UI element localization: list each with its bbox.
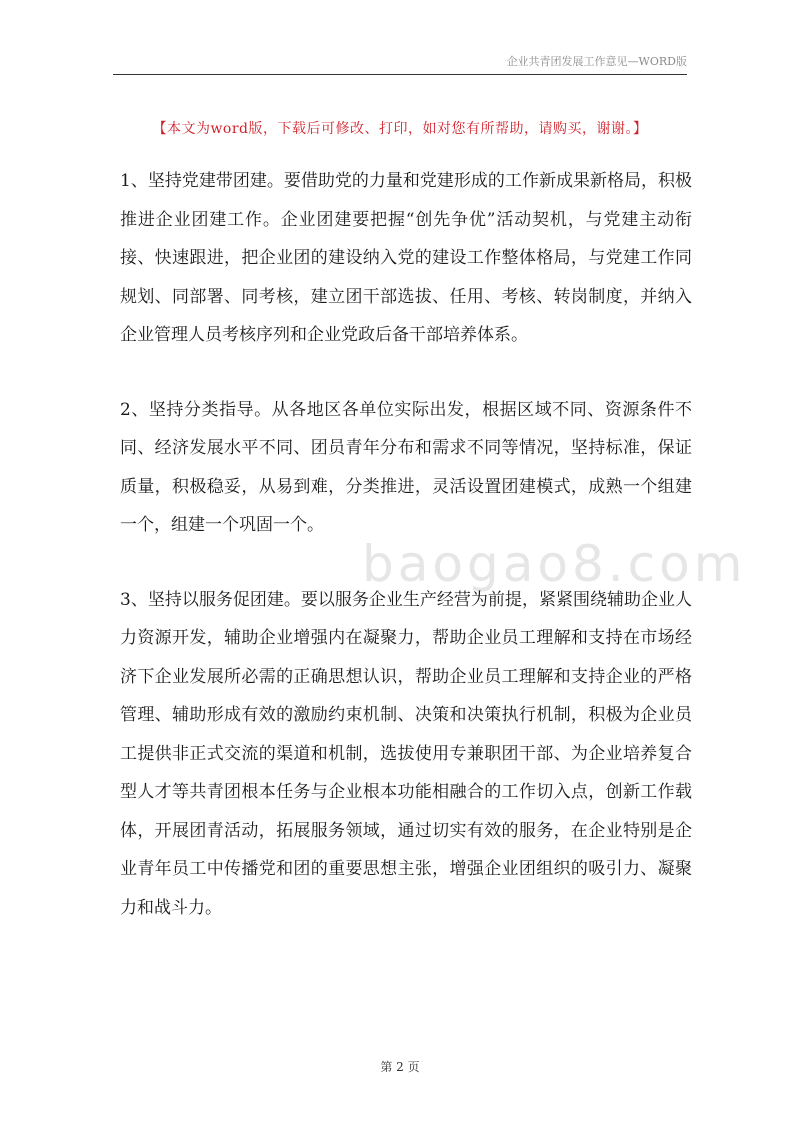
running-header <box>113 52 687 75</box>
document-body <box>120 162 692 963</box>
purchase-notice: 【本文为word版，下载后可修改、打印，如对您有所帮助，请购买，谢谢。】 <box>152 121 648 137</box>
paragraph-3: 3、坚持以服务促团建。要以服务企业生产经营为前提，紧紧围绕辅助企业人力资源开发，辅助企业增强内在凝聚力，帮助企业员工理解和支持在市场经济下企业发展所必需的正确思想认识，帮助企业员工理解和支持企业的严格管理、辅助形成有效的激励约束机制、决策和决策执行机制，积极为企业员工提供非正式交流的渠道和机制，选拔使用专兼职团干部、为企业培养复合型人才等共青团根本任务与企业根本功能相融合的工作切入点，创新工作载体，开展团青活动，拓展服务领域，通过切实有效的服务，在企业特别是企业青年员工中传播党和团的重要思想主张，增强企业团组织的吸引力、凝聚力和战斗力。 <box>120 589 692 918</box>
paragraph-1: 1、坚持党建带团建。要借助党的力量和党建形成的工作新成果新格局，积极推进企业团建工作。企业团建要把握“创先争优”活动契机，与党建主动衔接、快速跟进，把企业团的建设纳入党的建设工作整体格局，与党建工作同规划、同部署、同考核，建立团干部选拔、任用、考核、转岗制度，并纳入企业管理人员考核序列和企业党政后备干部培养体系。 <box>120 171 692 345</box>
running-title: 企业共青团发展工作意见—WORD版 <box>506 55 687 68</box>
paragraph-2: 2、坚持分类指导。从各地区各单位实际出发，根据区域不同、资源条件不同、经济发展水平不同、团员青年分布和需求不同等情况，坚持标准，保证质量，积极稳妥，从易到难，分类推进，灵活设置团建模式，成熟一个组建一个，组建一个巩固一个。 <box>120 399 692 535</box>
page-number: 第 2 页 <box>380 1060 420 1074</box>
watermark: baogao8.com <box>362 535 747 593</box>
page-footer <box>0 1058 800 1075</box>
